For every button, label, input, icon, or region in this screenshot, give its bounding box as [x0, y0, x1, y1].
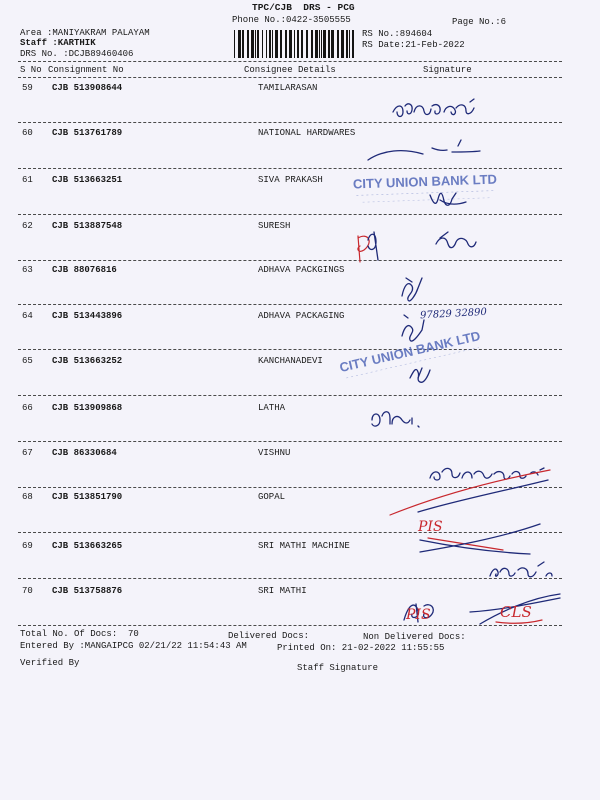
row-sno: 65: [22, 356, 33, 366]
divider: [18, 61, 562, 62]
table-row: [0, 356, 600, 368]
table-row: [0, 128, 600, 140]
signature-row-59: [393, 99, 474, 117]
row-sno: 70: [22, 586, 33, 596]
row-consignee: ADHAVA PACKGINGS: [258, 265, 345, 275]
row-divider: [18, 578, 562, 579]
printed-on: Printed On: 21-02-2022 11:55:55: [277, 643, 445, 653]
row-consignee: SIVA PRAKASH: [258, 175, 323, 185]
row-consignment-no: CJB 513663251: [52, 175, 123, 185]
signature-row-60: [368, 140, 480, 160]
signature-row-68-red: [390, 470, 550, 550]
barcode-bar: [349, 30, 350, 58]
row-consignee: ADHAVA PACKAGING: [258, 311, 345, 321]
row-divider: [18, 304, 562, 305]
barcode: [232, 30, 356, 58]
barcode-bar: [321, 30, 322, 58]
staff-signature-label: Staff Signature: [297, 663, 379, 673]
row-sno: 67: [22, 448, 33, 458]
barcode-bar: [341, 30, 344, 58]
row-divider: [18, 349, 562, 350]
barcode-bar: [280, 30, 282, 58]
non-delivered-docs: Non Delivered Docs:: [363, 632, 466, 642]
barcode-bar: [294, 30, 295, 58]
barcode-bar: [285, 30, 287, 58]
handwritten-pis-row-70: PIS: [406, 607, 431, 623]
row-divider: [18, 625, 562, 626]
barcode-bar: [289, 30, 292, 58]
bank-stamp: [338, 328, 483, 379]
row-divider: [18, 395, 562, 396]
cls-underline: [496, 620, 542, 623]
column-header-consignment: Consignment No: [48, 65, 124, 75]
column-header-signature: Signature: [423, 65, 472, 75]
row-consignee: LATHA: [258, 403, 286, 413]
table-row: [0, 541, 600, 553]
row-consignee: SURESH: [258, 221, 291, 231]
table-row: [0, 492, 600, 504]
handwritten-pis-row-68: PIS: [418, 519, 443, 535]
row-sno: 66: [22, 403, 33, 413]
row-sno: 60: [22, 128, 33, 138]
barcode-bar: [319, 30, 320, 58]
row-divider: [18, 214, 562, 215]
barcode-bar: [251, 30, 254, 58]
signature-row-61: [430, 193, 466, 205]
page-number: Page No.:6: [452, 17, 507, 27]
row-divider: [18, 441, 562, 442]
barcode-bar: [346, 30, 348, 58]
barcode-bar: [275, 30, 278, 58]
row-consignment-no: CJB 88076816: [52, 265, 117, 275]
row-divider: [18, 487, 562, 488]
table-row: [0, 175, 600, 187]
row-consignment-no: CJB 513909868: [52, 403, 123, 413]
barcode-bar: [266, 30, 267, 58]
row-consignment-no: CJB 513443896: [52, 311, 123, 321]
barcode-bar: [238, 30, 241, 58]
barcode-bar: [337, 30, 339, 58]
table-row: [0, 403, 600, 415]
document-title: TPC/CJB DRS - PCG: [252, 2, 355, 13]
row-consignee: SRI MATHI: [258, 586, 307, 596]
row-consignment-no: CJB 86330684: [52, 448, 117, 458]
row-consignee: VISHNU: [258, 448, 291, 458]
row-consignment-no: CJB 513663265: [52, 541, 123, 551]
barcode-bar: [247, 30, 249, 58]
entered-by: Entered By :MANGAIPCG 02/21/22 11:54:43 AM: [20, 641, 247, 651]
table-row: [0, 221, 600, 233]
barcode-bar: [311, 30, 313, 58]
row-divider: [18, 122, 562, 123]
table-row: [0, 448, 600, 460]
row-sno: 64: [22, 311, 33, 321]
handwritten-phone-note: 97829 32890: [419, 306, 488, 322]
row-sno: 59: [22, 83, 33, 93]
row-consignment-no: CJB 513908644: [52, 83, 123, 93]
row-sno: 62: [22, 221, 33, 231]
signature-row-67: [418, 468, 548, 512]
row-consignment-no: CJB 513758876: [52, 586, 123, 596]
barcode-bar: [315, 30, 318, 58]
row-consignment-no: CJB 513663252: [52, 356, 123, 366]
row-divider: [18, 532, 562, 533]
barcode-bar: [234, 30, 235, 58]
row-consignee: TAMILARASAN: [258, 83, 318, 93]
table-row: [0, 265, 600, 277]
signature-row-62-red: [358, 236, 369, 262]
row-sno: 68: [22, 492, 33, 502]
barcode-bar: [242, 30, 244, 58]
row-sno: 63: [22, 265, 33, 275]
row-consignment-no: CJB 513887548: [52, 221, 123, 231]
barcode-bar: [257, 30, 259, 58]
row-sno: 69: [22, 541, 33, 551]
barcode-bar: [306, 30, 308, 58]
table-row: [0, 586, 600, 598]
handwritten-cls-row-70: CLS: [500, 603, 532, 621]
barcode-bar: [297, 30, 299, 58]
row-consignee: GOPAL: [258, 492, 286, 502]
signature-row-65: [410, 368, 430, 382]
bank-stamp-text: CITY UNION BANK LTD: [338, 328, 482, 376]
signature-row-70: [404, 594, 560, 624]
barcode-bar: [272, 30, 273, 58]
row-consignment-no: CJB 513761789: [52, 128, 123, 138]
row-consignee: SRI MATHI MACHINE: [258, 541, 350, 551]
row-consignment-no: CJB 513851790: [52, 492, 123, 502]
barcode-bar: [331, 30, 334, 58]
table-row: [0, 83, 600, 95]
signature-row-62: [368, 232, 476, 260]
column-header-consignee: Consignee Details: [244, 65, 336, 75]
verified-by-label: Verified By: [20, 658, 80, 668]
divider: [18, 77, 562, 78]
area-label: Area :MANIYAKRAM PALAYAM: [20, 28, 150, 38]
barcode-bar: [255, 30, 256, 58]
drs-number: DRS No. :DCJB89460406: [20, 49, 134, 59]
column-header-sno: S No: [20, 65, 42, 75]
delivered-docs: Delivered Docs:: [228, 631, 310, 641]
total-docs: Total No. Of Docs: 70: [20, 629, 139, 639]
barcode-bar: [269, 30, 271, 58]
row-consignee: NATIONAL HARDWARES: [258, 128, 356, 138]
phone-number: Phone No.:0422-3505555: [232, 15, 351, 25]
row-divider: [18, 168, 562, 169]
signature-row-63: [402, 278, 422, 301]
barcode-bar: [262, 30, 263, 58]
table-row: [0, 311, 600, 323]
barcode-bar: [301, 30, 303, 58]
row-divider: [18, 260, 562, 261]
rs-number: RS No.:894604: [362, 29, 433, 39]
barcode-bar: [328, 30, 330, 58]
rs-date: RS Date:21-Feb-2022: [362, 40, 465, 50]
bank-stamp-text: CITY UNION BANK LTD: [352, 171, 498, 192]
staff-label: Staff :KARTHIK: [20, 38, 96, 48]
row-consignee: KANCHANADEVI: [258, 356, 323, 366]
barcode-bar: [323, 30, 326, 58]
row-sno: 61: [22, 175, 33, 185]
barcode-bar: [352, 30, 354, 58]
